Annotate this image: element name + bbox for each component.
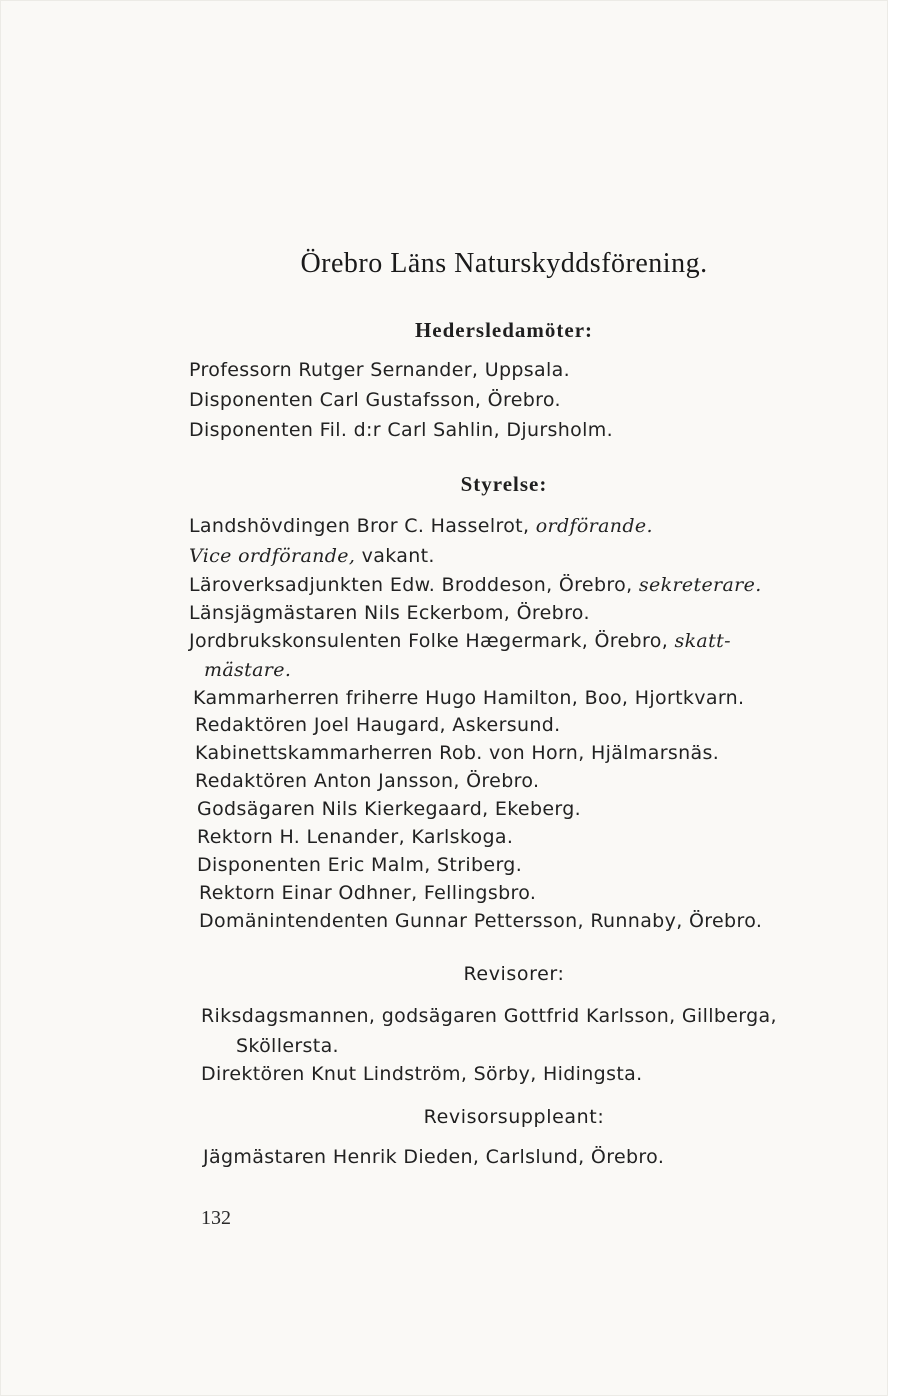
board-line <box>189 602 590 624</box>
auditor-line: Riksdagsmannen, godsägaren Gottfrid Karlsson, Gillberga, <box>201 1005 777 1027</box>
board-line-role: mästare. <box>204 659 292 681</box>
board-line-text: Rektorn Einar Odhner, Fellingsbro. <box>199 882 537 904</box>
board-line-text: Länsjägmästaren Nils Eckerbom, Örebro. <box>189 602 590 624</box>
board-line <box>195 714 561 736</box>
member-line: Professorn Rutger Sernander, Uppsala. <box>189 359 571 381</box>
board-line-text: Kabinettskammarherren Rob. von Horn, Hjälmarsnäs. <box>195 742 720 764</box>
board-line-text: Kammarherren friherre Hugo Hamilton, Boo, Hjortkvarn. <box>193 687 745 709</box>
section-heading-styrelse: Styrelse: <box>460 472 548 496</box>
board-line-role: ordförande. <box>535 515 653 537</box>
deputy-auditor-line: Jägmästaren Henrik Dieden, Carlslund, Örebro. <box>203 1146 665 1168</box>
board-line <box>189 545 435 567</box>
board-line-text: Landshövdingen Bror C. Hasselrot, <box>189 515 536 537</box>
board-line <box>197 798 581 820</box>
board-line-text: Redaktören Anton Jansson, Örebro. <box>195 770 540 792</box>
board-line-role: skatt- <box>674 630 731 652</box>
board-line <box>199 910 762 932</box>
board-line-continuation <box>204 659 291 681</box>
board-line <box>193 687 744 709</box>
board-line-text: Domänintendenten Gunnar Pettersson, Runnaby, Örebro. <box>199 910 763 932</box>
board-line-text: Läroverksadjunkten Edw. Broddeson, Örebro, <box>189 574 639 596</box>
board-line <box>189 515 653 537</box>
board-line <box>189 630 731 652</box>
member-line: Disponenten Carl Gustafsson, Örebro. <box>189 389 561 411</box>
board-line-role: Vice ordförande, <box>189 545 356 567</box>
page-title: Örebro Läns Naturskyddsförening. <box>300 248 708 279</box>
board-line-text: Jordbrukskonsulenten Folke Hægermark, Örebro, <box>189 630 675 652</box>
section-heading-hedersledamoter: Hedersledamöter: <box>414 318 594 342</box>
board-line <box>189 574 762 596</box>
board-line-text: Disponenten Eric Malm, Striberg. <box>197 854 523 876</box>
section-heading-revisorer: Revisorer: <box>463 963 565 985</box>
auditor-line: Direktören Knut Lindström, Sörby, Hidingsta. <box>201 1063 643 1085</box>
board-line <box>195 770 539 792</box>
board-line <box>199 882 536 904</box>
board-line-text: Redaktören Joel Haugard, Askersund. <box>195 714 561 736</box>
member-line: Disponenten Fil. d:r Carl Sahlin, Djursholm. <box>189 419 614 441</box>
board-line <box>197 826 513 848</box>
page-number: 132 <box>201 1207 231 1229</box>
board-line-text: vakant. <box>355 545 435 567</box>
board-line <box>197 854 522 876</box>
section-heading-revisorsuppleant: Revisorsuppleant: <box>423 1106 605 1128</box>
board-line-role: sekreterare. <box>638 574 762 596</box>
board-line <box>195 742 719 764</box>
board-line-text: Rektorn H. Lenander, Karlskoga. <box>197 826 514 848</box>
board-line-text: Godsägaren Nils Kierkegaard, Ekeberg. <box>197 798 582 820</box>
auditor-line-continuation: Sköllersta. <box>236 1035 339 1057</box>
